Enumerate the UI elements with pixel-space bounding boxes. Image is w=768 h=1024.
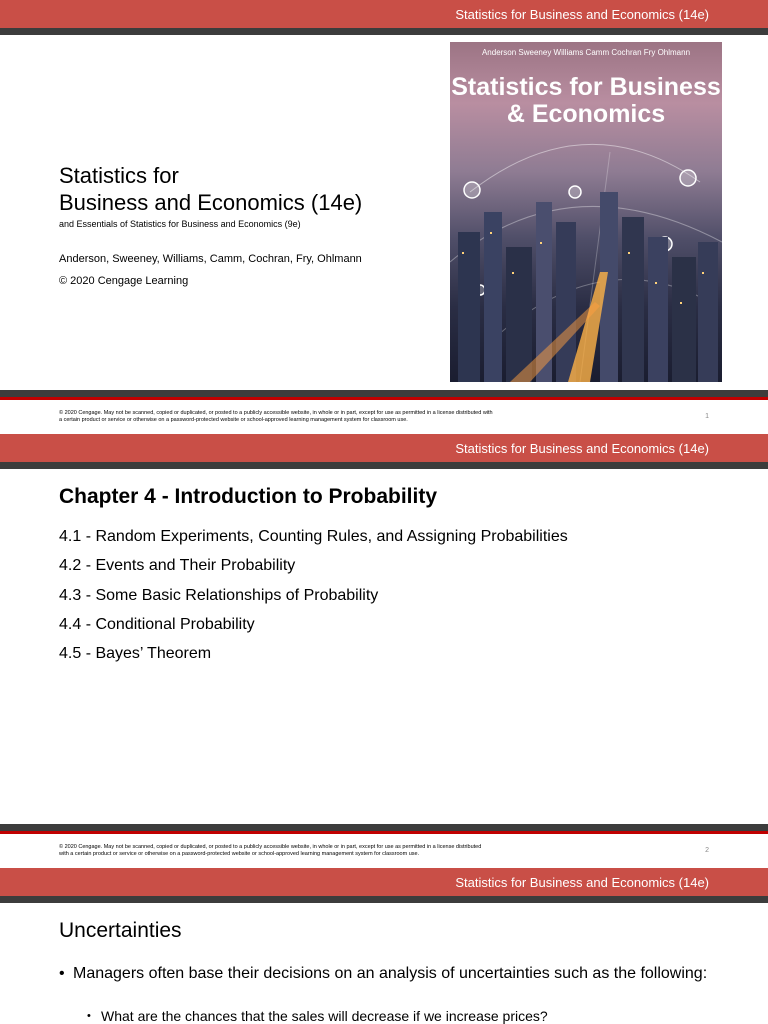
slide-header <box>0 0 768 28</box>
book-cover-image <box>450 42 722 382</box>
footer-line-1: © 2020 Cengage. May not be scanned, copied or duplicated, or posted to a publicly accessible website, in whole or in part, except for use as permitted in a license distributed with <box>59 410 493 416</box>
footer-red-line <box>0 397 768 400</box>
sub-bullet-item <box>87 1008 707 1024</box>
section-item: 4.3 - Some Basic Relationships of Probability <box>59 586 379 604</box>
footer-copyright <box>59 844 659 857</box>
authors: Anderson, Sweeney, Williams, Camm, Cochran, Fry, Ohlmann <box>59 253 362 265</box>
copyright: © 2020 Cengage Learning <box>59 275 189 287</box>
bullet-icon: • <box>59 965 65 982</box>
slide-3 <box>0 868 768 1024</box>
header-title: Statistics for Business and Economics (14e) <box>455 441 709 456</box>
bullet-item <box>59 964 719 984</box>
footer-copyright <box>59 410 659 423</box>
bullet-text: Managers often base their decisions on an analysis of uncertainties such as the following: <box>73 965 708 982</box>
slide-2 <box>0 434 768 868</box>
section-item: 4.4 - Conditional Probability <box>59 615 255 633</box>
section-item: 4.2 - Events and Their Probability <box>59 557 296 575</box>
footer-line-1: © 2020 Cengage. May not be scanned, copied or duplicated, or posted to a publicly accessible website, in whole or in part, except for use as permitted in a license distributed <box>59 844 482 850</box>
section-item: 4.1 - Random Experiments, Counting Rules, and Assigning Probabilities <box>59 528 568 545</box>
footer-red-line <box>0 831 768 834</box>
header-divider <box>0 28 768 35</box>
cover-title-line-1: Statistics for Business <box>451 73 721 101</box>
page-number: 1 <box>705 413 709 420</box>
title-line-1: Statistics for <box>59 163 179 188</box>
footer-line-2: with a certain product or service or otherwise on a password-protected website or school-approved learning management system for classroom use. <box>59 850 420 857</box>
footer-divider <box>0 824 768 831</box>
slide-header <box>0 868 768 896</box>
section-list <box>59 527 568 673</box>
page-number: 2 <box>705 847 709 854</box>
header-title: Statistics for Business and Economics (14e) <box>455 875 709 890</box>
section-item: 4.5 - Bayes’ Theorem <box>59 645 212 663</box>
header-divider <box>0 896 768 903</box>
slide-title: Uncertainties <box>59 919 182 942</box>
cover-title-line-2: & Economics <box>506 100 666 128</box>
cover-authors: Anderson Sweeney Williams Camm Cochran Fry Ohlmann <box>481 48 691 57</box>
cover-title <box>450 74 722 128</box>
slide-subtitle: and Essentials of Statistics for Business and Economics (9e) <box>59 219 301 229</box>
slide-1 <box>0 0 768 434</box>
header-divider <box>0 462 768 469</box>
header-title: Statistics for Business and Economics (14e) <box>455 7 709 22</box>
title-line-2: Business and Economics (14e) <box>59 190 363 215</box>
slide-title: Chapter 4 - Introduction to Probability <box>59 485 437 508</box>
sub-bullet-icon: • <box>87 1010 91 1022</box>
footer-line-2: a certain product or service or otherwise on a password-protected website or school-approved learning management system for classroom use. <box>59 416 408 423</box>
slide-title <box>59 162 362 216</box>
footer-divider <box>0 390 768 397</box>
slide-header <box>0 434 768 462</box>
sub-bullet-text: What are the chances that the sales will decrease if we increase prices? <box>101 1008 548 1024</box>
